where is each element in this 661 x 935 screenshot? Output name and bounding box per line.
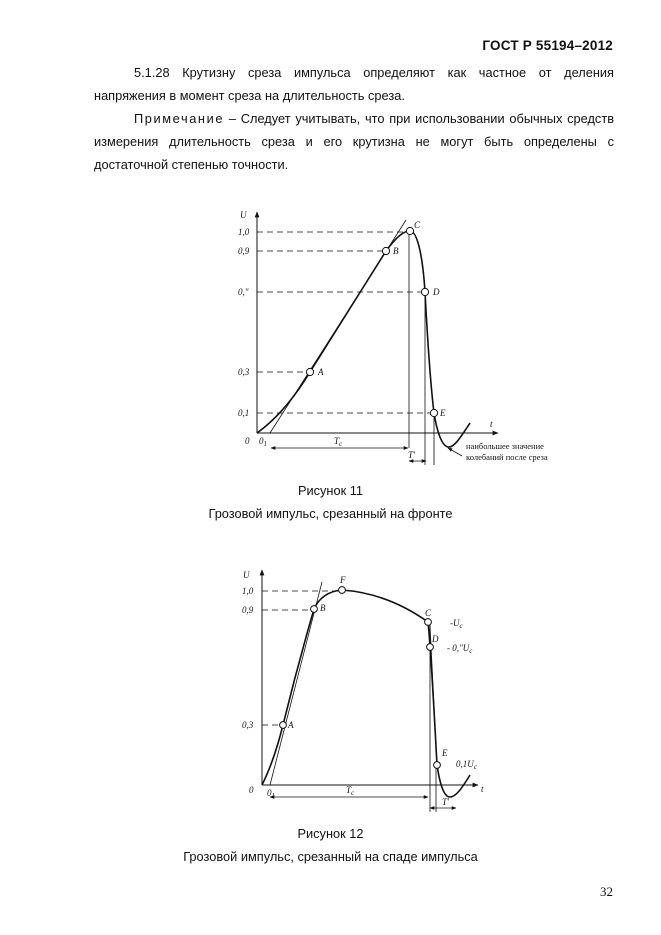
fig11-tick-0-1: 0,1 [238,408,250,418]
fig12-label-0-1uc: $0,1U_c$ [456,759,477,771]
page-number: 32 [600,884,613,899]
fig12-axis-y-label: U [243,570,250,580]
fig12-label-0-5uc: - $0,"U_c$ [447,643,473,655]
fig11-point-c: C [414,220,421,230]
fig12-tick-1-0: 1,0 [242,586,254,596]
fig12-point-b: B [320,603,326,613]
fig11-point-a: A [318,367,324,377]
figure-12-title: Грозовой импульс, срезанный на спаде импульса [183,849,478,864]
fig12-axis-x-label: t [481,784,484,794]
document-header: ГОСТ Р 55194–2012 [482,38,613,53]
fig11-tick-0-9: 0,9 [238,246,250,256]
fig12-point-e: E [442,748,448,758]
fig11-tick-1-0: 1,0 [238,227,250,237]
figure-11-number: Рисунок 11 [297,483,364,498]
paragraph-text: 5.1.28 Крутизну среза импульса определяют как частное от деления напряжения в момент среза на длительность среза. [94,65,614,103]
fig12-point-f: F [340,575,346,585]
fig12-origin-label: 0 [249,785,254,795]
fig11-o1-label: $0_1$ [259,436,267,448]
figure-12-number: Рисунок 12 [297,826,364,841]
fig11-tc-label: $T_c$ [334,436,343,448]
note-label: Примечание [134,111,225,126]
fig12-label-uc: $-U_c$ [450,618,463,630]
fig11-note-line1: наибольшее значение [466,441,544,451]
fig11-origin-label: 0 [245,436,250,446]
fig11-tick-0-3: 0,3 [238,367,250,377]
fig12-point-c: C [425,608,432,618]
fig12-point-d: D [432,634,439,644]
fig12-tick-0-9: 0,9 [242,605,254,615]
fig11-axis-x-label: t [490,419,493,429]
fig12-o1-label: $0_1$ [267,788,275,800]
fig11-axis-y-label: U [240,210,247,220]
note-text: – Следует учитывать, что при использовании обычных средств измерения длительность среза и его крутизна не могут быть определены с достаточной степенью точности. [94,111,614,172]
fig11-note-line2: колебаний после среза [466,452,548,462]
fig11-tprime-label: T' [408,450,415,460]
fig12-tick-0-3: 0,3 [242,720,254,730]
fig11-tick-0-5: 0," [238,287,249,297]
fig12-level-lines [262,591,342,725]
fig11-point-e: E [440,408,446,418]
figure-11-title: Грозовой импульс, срезанный на фронте [208,506,453,521]
fig12-tc-label: $T_c$ [346,785,355,797]
fig12-tprime-label: T' [442,797,449,807]
fig12-point-a: A [288,720,294,730]
fig11-point-b: B [393,246,399,256]
fig11-point-d: D [433,287,440,297]
